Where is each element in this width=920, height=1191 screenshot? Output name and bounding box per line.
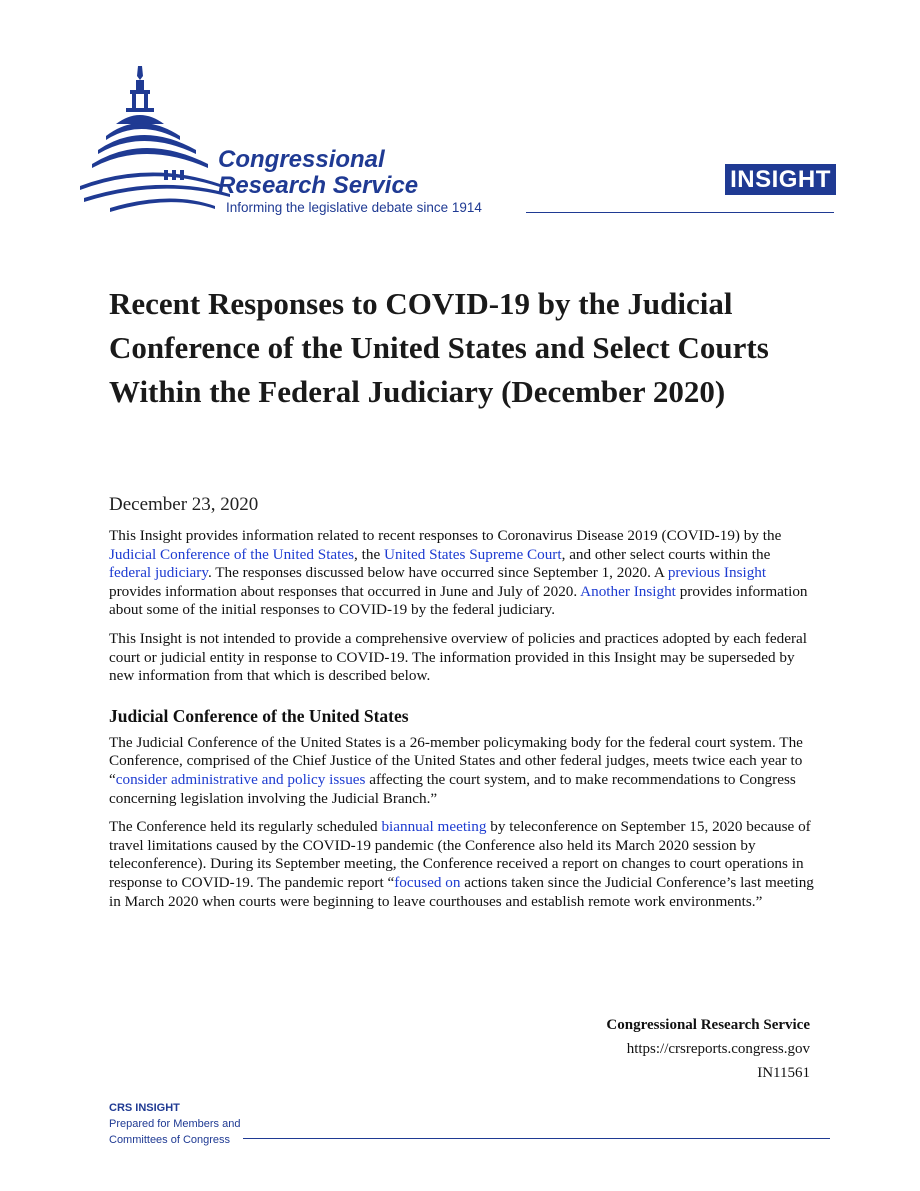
text-run: provides information about responses that occurred in June and July of 2020. [109,582,581,600]
footer-org: Congressional Research Service [606,1017,810,1033]
text-run: The Judicial Conference of the United States is a 26-member policymaking body for the federal court system. The Conference, comprised of the Chief Justice of the United States and other federal judges, meets twice each year to “ [109,733,803,788]
crs-insight-label: CRS INSIGHT [109,1102,180,1114]
text-run: . The responses discussed below have occurred since September 1, 2020. A [207,564,668,582]
link-supreme-court[interactable]: United States Supreme Court [384,545,562,563]
prepared-line-1: Prepared for Members and [109,1118,241,1130]
header-rule [526,212,834,213]
org-tagline: Informing the legislative debate since 1914 [226,200,482,215]
org-name-line2: Research Service [218,172,419,199]
intro-paragraph-1 [109,527,814,620]
text-run: , the [354,545,384,563]
link-another-insight[interactable]: Another Insight [580,582,676,600]
insight-badge: INSIGHT [725,164,836,195]
text-run: The Conference held its regularly scheduled [109,818,382,836]
footer-rule [243,1138,830,1139]
org-name-line1: Congressional [218,146,385,173]
footer-report-id: IN11561 [757,1065,810,1081]
text-run: affecting the court system, and to make recommendations to Congress concerning legislation involving the Judicial Branch.” [109,770,796,807]
link-judicial-conference[interactable]: Judicial Conference of the United States [109,545,355,563]
text-run: actions taken since the Judicial Conference’s last meeting in March 2020 when courts were beginning to leave courthouses and establish remote work environments.” [109,873,814,910]
crs-insight-footer [109,1100,240,1148]
footer-url[interactable]: https://crsreports.congress.gov [626,1041,810,1057]
section-paragraph-1 [109,734,814,808]
text-run: This Insight provides information related to recent responses to Coronavirus Disease 2019 (COVID-19) by the [109,527,782,544]
publication-date: December 23, 2020 [109,494,259,515]
link-federal-judiciary[interactable]: federal judiciary [109,564,208,582]
document-title: Recent Responses to COVID-19 by the Judicial Conference of the United States and Select Courts Within the Federal Judiciary (December 2020) [109,286,769,409]
prepared-line-2: Committees of Congress [109,1134,231,1146]
link-biannual-meeting[interactable]: biannual meeting [381,818,487,836]
text-run: , and other select courts within the [561,545,771,563]
text-run: provides information about some of the initial responses to COVID-19 by the federal judiciary. [109,582,808,619]
intro-paragraph-2: This Insight is not intended to provide a comprehensive overview of policies and practices adopted by each federal court or judicial entity in response to COVID-19. The information provided in this Insight may be superseded by new information from that which is described below. [109,629,807,685]
link-consider-issues[interactable]: consider administrative and policy issues [115,770,366,788]
section-heading: Judicial Conference of the United States [109,705,409,726]
text-run: by teleconference on September 15, 2020 because of travel limitations caused by the COVID-19 pandemic (the Conference also held its March 2020 session by teleconference). During its September meeting, the Conference received a report on changes to court operations in response to COVID-19. The pandemic report “ [109,818,811,891]
section-paragraph-2 [109,818,814,911]
link-focused-on[interactable]: focused on [394,873,461,891]
footer-citation [606,1013,810,1085]
link-previous-insight[interactable]: previous Insight [667,564,767,582]
document-body [109,527,814,921]
